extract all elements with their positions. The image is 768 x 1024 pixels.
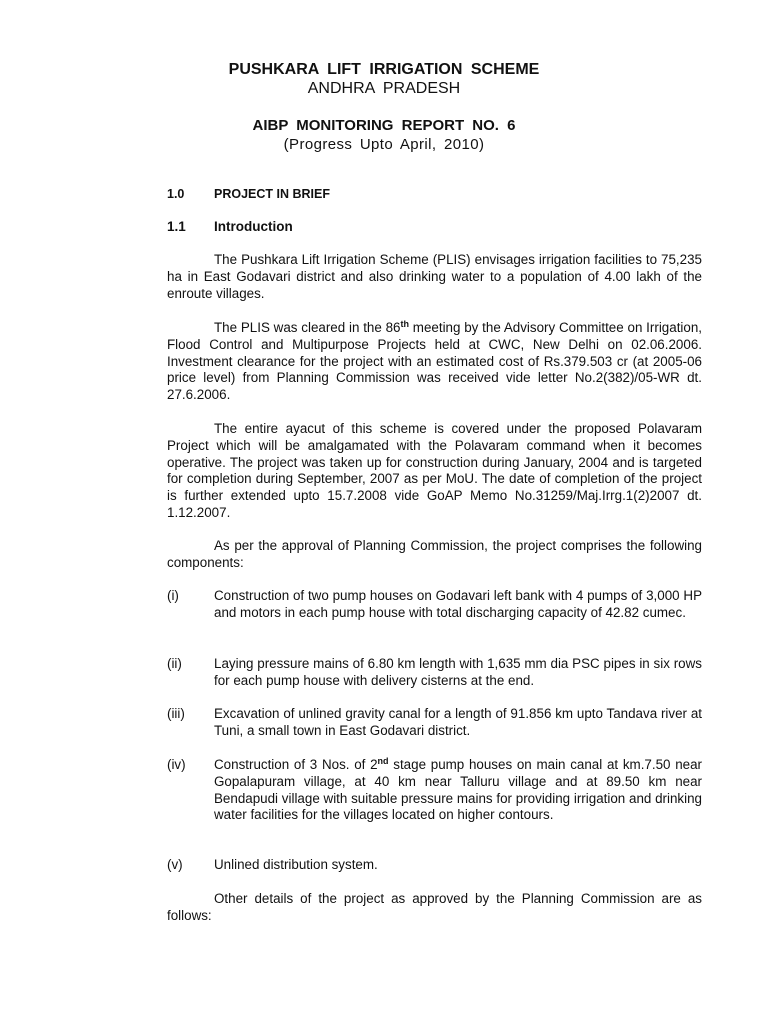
list-item-number: (iii) [167, 706, 185, 721]
paragraph-text: The PLIS was cleared in the 86 [214, 320, 401, 335]
list-item-number: (ii) [167, 656, 182, 671]
component-list-item [167, 857, 702, 874]
list-item-text: Unlined distribution system. [214, 857, 378, 872]
list-item-text: Excavation of unlined gravity canal for a length of 91.856 km upto Tandava river at Tuni, a small town in East Godavari district. [214, 706, 702, 738]
paragraph-text: meeting by the Advisory Committee on Irrigation, Flood Control and Multipurpose Projects held at CWC, New Delhi on 02.06.2006. Investment clearance for the project with an estimated cost of Rs.379.503 cr (at 2005-06 price level) from Planning Commission was received vide letter No.2(382)/05-WR dt. 27.6.2006. [167, 320, 702, 403]
ordinal-suffix: th [400, 319, 410, 329]
component-list-item [167, 656, 702, 690]
list-item-text-part: Construction of 3 Nos. of 2 [214, 757, 378, 772]
component-list-item [167, 706, 702, 740]
list-item-number: (v) [167, 857, 183, 872]
intro-paragraph: The Pushkara Lift Irrigation Scheme (PLIS) envisages irrigation facilities to 75,235 ha in East Godavari district and also drinking water to a population of 4.00 lakh of the enroute villages. [167, 252, 702, 301]
list-item-text: Construction of two pump houses on Godavari left bank with 4 pumps of 3,000 HP and motors in each pump house with total discharging capacity of 42.82 cumec. [214, 588, 702, 620]
list-item-number: (i) [167, 588, 179, 603]
ordinal-suffix: nd [377, 756, 389, 766]
component-list-item [167, 588, 702, 622]
components-intro-paragraph: As per the approval of Planning Commission, the project comprises the following components: [167, 538, 702, 570]
document-subtitle-state: ANDHRA PRADESH [307, 80, 461, 97]
clearance-paragraph [167, 320, 702, 404]
list-item-number: (iv) [167, 757, 186, 772]
section-number: 1.0 [167, 187, 185, 201]
subsection-number: 1.1 [167, 219, 186, 234]
report-title: AIBP MONITORING REPORT NO. 6 [252, 117, 516, 134]
ayacut-paragraph: The entire ayacut of this scheme is covered under the proposed Polavaram Project which will be amalgamated with the Polavaram command when it becomes operative. The project was taken up for construction during January, 2004 and is targeted for completion during September, 2007 as per MoU. The date of completion of the project is further extended upto 15.7.2008 vide GoAP Memo No.31259/Maj.Irrg.1(2)2007 dt. 1.12.2007. [167, 421, 702, 520]
list-item-text [214, 757, 702, 824]
other-details-paragraph: Other details of the project as approved by the Planning Commission are as follows: [167, 891, 702, 923]
report-period: (Progress Upto April, 2010) [283, 136, 485, 153]
section-heading: PROJECT IN BRIEF [214, 187, 330, 201]
list-item-text-part: stage pump houses on main canal at km.7.50 near Gopalapuram village, at 40 km near Talluru village and at 89.50 km near Bendapudi village with suitable pressure mains for providing irrigation and drinking water facilities for the villages located on higher contours. [214, 757, 702, 823]
list-item-text: Laying pressure mains of 6.80 km length with 1,635 mm dia PSC pipes in six rows for each pump house with delivery cisterns at the end. [214, 656, 702, 688]
document-title: PUSHKARA LIFT IRRIGATION SCHEME [228, 61, 540, 78]
component-list-item [167, 757, 702, 824]
subsection-heading: Introduction [214, 219, 293, 234]
